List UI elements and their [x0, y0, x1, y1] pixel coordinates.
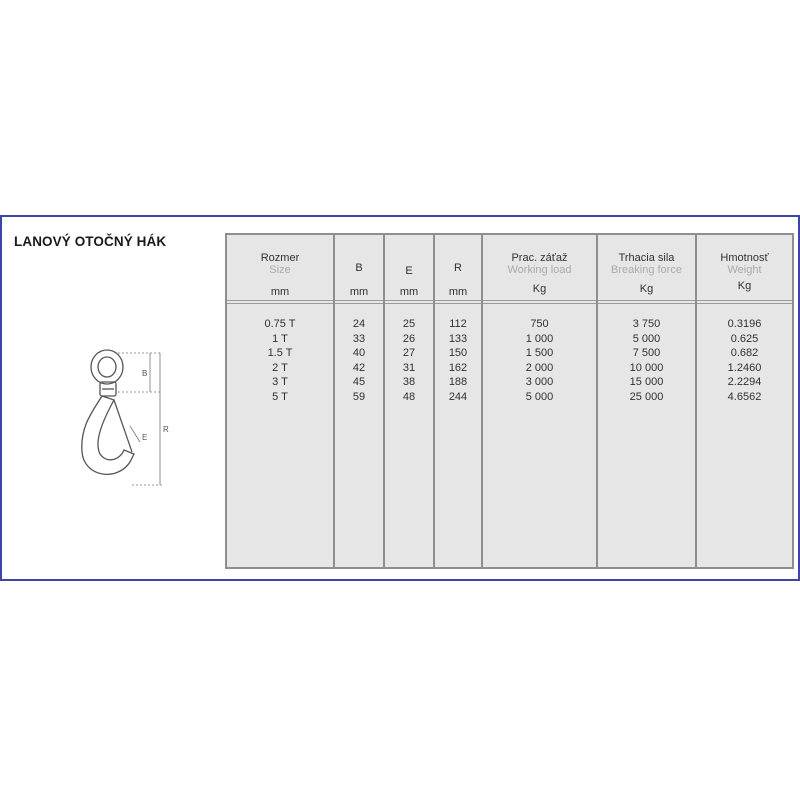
- table-cell: 26: [402, 332, 416, 345]
- hook-label-r: R: [163, 425, 169, 434]
- table-cell: 750: [530, 318, 549, 330]
- table-cell: 33: [352, 332, 366, 345]
- column-unit: mm: [349, 286, 369, 298]
- column-header: Hmotnosť: [720, 252, 769, 264]
- swivel-hook-drawing: [62, 342, 182, 492]
- column-size: [227, 235, 335, 567]
- table-cell: 1.2460: [727, 361, 762, 374]
- table-cell: 15 000: [629, 376, 664, 388]
- column-header: Prac. záťaž: [511, 252, 568, 264]
- column-header: Trhacia sila: [618, 252, 675, 264]
- column-subheader: Working load: [507, 264, 572, 276]
- table-cell: 133: [448, 332, 468, 345]
- table-cell: 0.75 T: [264, 318, 296, 330]
- column-unit: Kg: [639, 283, 654, 295]
- table-cell: 24: [352, 318, 366, 330]
- column-breaking-force: [598, 235, 697, 567]
- column-unit: mm: [270, 286, 290, 298]
- table-cell: 38: [402, 376, 416, 388]
- column-subheader: Breaking force: [611, 264, 682, 276]
- spec-table: [225, 233, 794, 569]
- table-cell: 5 000: [632, 332, 661, 345]
- table-cell: 59: [352, 390, 366, 403]
- hook-label-e: E: [142, 433, 148, 442]
- table-cell: 1 000: [525, 332, 554, 345]
- table-cell: 188: [448, 376, 468, 388]
- table-cell: 40: [352, 347, 366, 359]
- table-cell: 5 000: [525, 390, 554, 403]
- column-header: Rozmer: [260, 252, 300, 264]
- column-unit: Kg: [737, 280, 752, 292]
- table-cell: 42: [352, 361, 366, 374]
- table-cell: 27: [402, 347, 416, 359]
- table-cell: 0.625: [730, 332, 759, 345]
- table-cell: 2 000: [525, 361, 554, 374]
- table-cell: 150: [448, 347, 468, 359]
- column-working-load: [483, 235, 598, 567]
- table-cell: 3 000: [525, 376, 554, 388]
- column-header: B: [355, 262, 363, 274]
- column-e: [385, 235, 435, 567]
- column-r: [435, 235, 483, 567]
- table-cell: 1 500: [525, 347, 554, 359]
- table-cell: 4.6562: [727, 390, 762, 403]
- table-cell: 7 500: [632, 347, 661, 359]
- table-cell: 25: [402, 318, 416, 330]
- product-frame: [0, 215, 800, 581]
- table-cell: 31: [402, 361, 416, 374]
- column-unit: mm: [448, 286, 468, 298]
- table-cell: 1.5 T: [267, 347, 293, 359]
- column-unit: Kg: [532, 283, 547, 295]
- table-cell: 3 T: [272, 376, 288, 388]
- table-cell: 10 000: [629, 361, 664, 374]
- column-header: R: [454, 262, 462, 274]
- table-cell: 112: [449, 318, 467, 330]
- table-cell: 48: [402, 390, 416, 403]
- table-cell: 1 T: [272, 332, 288, 345]
- table-cell: 0.682: [730, 347, 759, 359]
- table-cell: 0.3196: [727, 318, 762, 330]
- column-subheader: Weight: [727, 264, 762, 276]
- column-b: [335, 235, 385, 567]
- column-unit: mm: [399, 286, 419, 298]
- table-cell: 2 T: [272, 361, 288, 374]
- table-cell: 244: [448, 390, 468, 403]
- table-cell: 2.2294: [727, 376, 762, 388]
- table-cell: 45: [352, 376, 366, 388]
- table-cell: 3 750: [632, 318, 661, 330]
- column-header: E: [405, 265, 413, 277]
- table-cell: 162: [448, 361, 468, 374]
- table-cell: 5 T: [272, 390, 288, 403]
- column-subheader: Size: [269, 264, 291, 276]
- column-weight: [697, 235, 792, 567]
- product-title: LANOVÝ OTOČNÝ HÁK: [14, 234, 167, 249]
- table-cell: 25 000: [629, 390, 664, 403]
- hook-label-b: B: [142, 369, 148, 378]
